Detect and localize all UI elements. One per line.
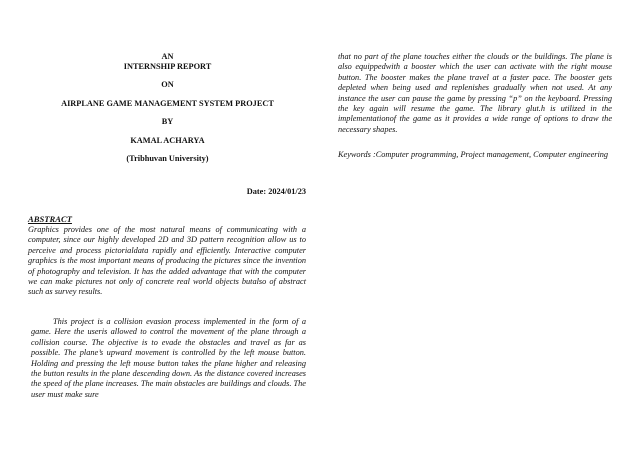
author-affiliation: (Tribhuvan University) bbox=[126, 154, 209, 163]
abstract-paragraph-2: This project is a collision evasion process implemented in the form of a game. Here the useris allowed to control the movement of the plane through a collision course. The objective is to evade the obstacles and travel as far as possible. The plane’s upward movement is controlled by the left mouse button. Holding and pressing the left mouse button takes the plane higher and releasing the button results in the plane descending down. As the distance covered increases the speed of the plane increases. The main obstacles are buildings and clouds. The user must make sure bbox=[31, 317, 306, 399]
project-title: AIRPLANE GAME MANAGEMENT SYSTEM PROJECT bbox=[61, 99, 274, 108]
title-an: AN bbox=[161, 52, 174, 61]
keywords: Keywords :Computer programming, Project management, Computer engineering bbox=[338, 150, 609, 159]
author-name: KAMAL ACHARYA bbox=[130, 136, 205, 145]
title-report: INTERNSHIP REPORT bbox=[123, 62, 212, 71]
abstract-paragraph-3: that no part of the plane touches either the clouds or the buildings. The plane is also equippedwith a booster which the user can activate with the right mouse button. The booster makes the plane travel at a faster pace. The booster gets depleted when being used and replenishes gradually when not used. At any instance the user can pause the game by pressing “p” on the keyboard. Pressing the key again will resume the game. The library glut.h is utilized in the implementationof the game as it provides a wide range of options to draw the necessary shapes. bbox=[338, 52, 612, 134]
abstract-heading: ABSTRACT bbox=[28, 214, 72, 224]
abstract-paragraph-1: Graphics provides one of the most natural means of communicating with a computer, since our highly developed 2D and 3D pattern recognition allow us to perceive and process pictorialdata rapidly and efficiently. Interactive computer graphics is the most important means of producing the pictures since the invention of photography and television. It has the added advantage that with the computer we can make pictures not only of concrete real world objects butalso of abstract such as survey results. bbox=[28, 225, 306, 297]
report-date: Date: 2024/01/23 bbox=[246, 187, 306, 196]
title-on: ON bbox=[161, 80, 174, 89]
title-by: BY bbox=[161, 117, 174, 126]
